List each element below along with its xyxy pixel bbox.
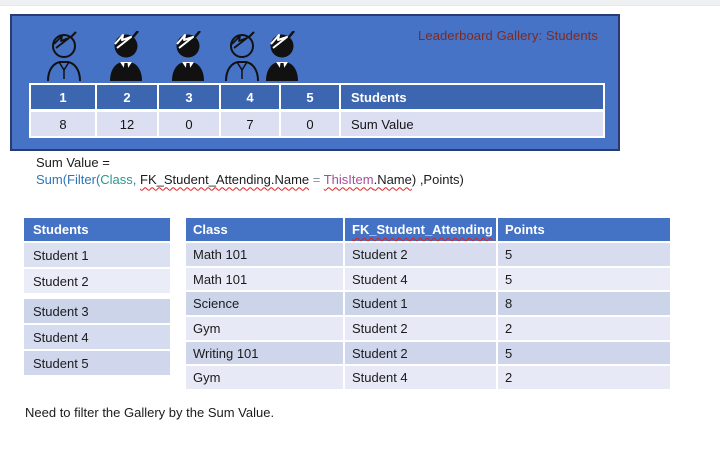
formula-token: Class <box>100 171 133 187</box>
points-cell: 8 <box>498 292 670 315</box>
table-row <box>186 342 670 367</box>
class-cell: Gym <box>186 317 345 340</box>
summary-header-cell: 3 <box>159 85 221 109</box>
summary-value-cell: 0 <box>159 112 221 136</box>
summary-value-cell: 0 <box>281 112 341 136</box>
note-text: Need to filter the Gallery by the Sum Value. <box>25 405 275 420</box>
table-row <box>186 317 670 342</box>
students-table <box>24 218 170 377</box>
formula-token: FK_Student_Attending.Name <box>140 171 310 187</box>
table-row <box>186 268 670 293</box>
student-cell: Student 1 <box>345 292 498 315</box>
student-avatar-icon <box>224 31 262 81</box>
table-row <box>186 292 670 317</box>
student-cell: Student 4 <box>345 268 498 291</box>
table-row <box>186 366 670 391</box>
class-cell: Science <box>186 292 345 315</box>
student-cell: Student 2 <box>345 243 498 266</box>
summary-header-cell: 5 <box>281 85 341 109</box>
table-row: Student 1 <box>24 243 170 269</box>
summary-header-cell: 2 <box>97 85 159 109</box>
points-cell: 2 <box>498 317 670 340</box>
summary-value-cell: 7 <box>221 112 281 136</box>
window-top-strip <box>0 0 720 6</box>
class-cell: Math 101 <box>186 268 345 291</box>
formula-token: = <box>309 171 324 187</box>
student-avatar-icon <box>46 31 84 81</box>
student-avatar-icon <box>264 31 302 81</box>
summary-value-cell: Sum Value <box>351 116 414 132</box>
leaderboard-gallery-panel <box>10 14 620 151</box>
summary-header-row <box>31 85 603 112</box>
summary-header-cell: Students <box>351 89 407 105</box>
fk-header-label: FK_Student_Attending <box>352 222 493 237</box>
class-cell: Math 101 <box>186 243 345 266</box>
points-cell: 5 <box>498 243 670 266</box>
classes-table-header-row <box>186 218 670 243</box>
panel-title: Leaderboard Gallery: Students <box>418 28 598 43</box>
summary-header-cell: 1 <box>31 85 97 109</box>
points-cell: 5 <box>498 268 670 291</box>
formula-token: .Name <box>373 171 412 187</box>
student-cell: Student 2 <box>345 317 498 340</box>
formula-lhs: Sum Value = <box>36 155 110 170</box>
classes-header-cell: Class <box>186 218 345 241</box>
class-cell: Writing 101 <box>186 342 345 365</box>
table-row: Student 2 <box>24 269 170 295</box>
points-cell: 2 <box>498 366 670 389</box>
classes-header-cell <box>345 218 498 241</box>
sum-value-formula <box>36 155 464 188</box>
table-row: Student 4 <box>24 325 170 351</box>
table-row: Student 5 <box>24 351 170 377</box>
classes-table <box>186 218 670 391</box>
student-cell: Student 4 <box>345 366 498 389</box>
formula-expression <box>36 172 464 189</box>
student-avatar-icon <box>108 31 146 81</box>
formula-token: ThisItem <box>323 171 374 187</box>
table-row: Student 3 <box>24 299 170 325</box>
summary-value-cell: 8 <box>31 112 97 136</box>
summary-value-cell: 12 <box>97 112 159 136</box>
table-row <box>186 243 670 268</box>
student-cell: Student 2 <box>345 342 498 365</box>
student-avatar-icon <box>170 31 208 81</box>
classes-header-cell: Points <box>505 222 545 237</box>
formula-token: , <box>132 171 141 187</box>
summary-value-row <box>31 112 603 136</box>
leaderboard-summary-table <box>29 83 605 138</box>
formula-token: Sum(Filter( <box>36 171 101 187</box>
summary-header-cell: 4 <box>221 85 281 109</box>
class-cell: Gym <box>186 366 345 389</box>
formula-token: ) ,Points) <box>411 171 464 187</box>
students-table-header: Students <box>24 218 170 243</box>
points-cell: 5 <box>498 342 670 365</box>
